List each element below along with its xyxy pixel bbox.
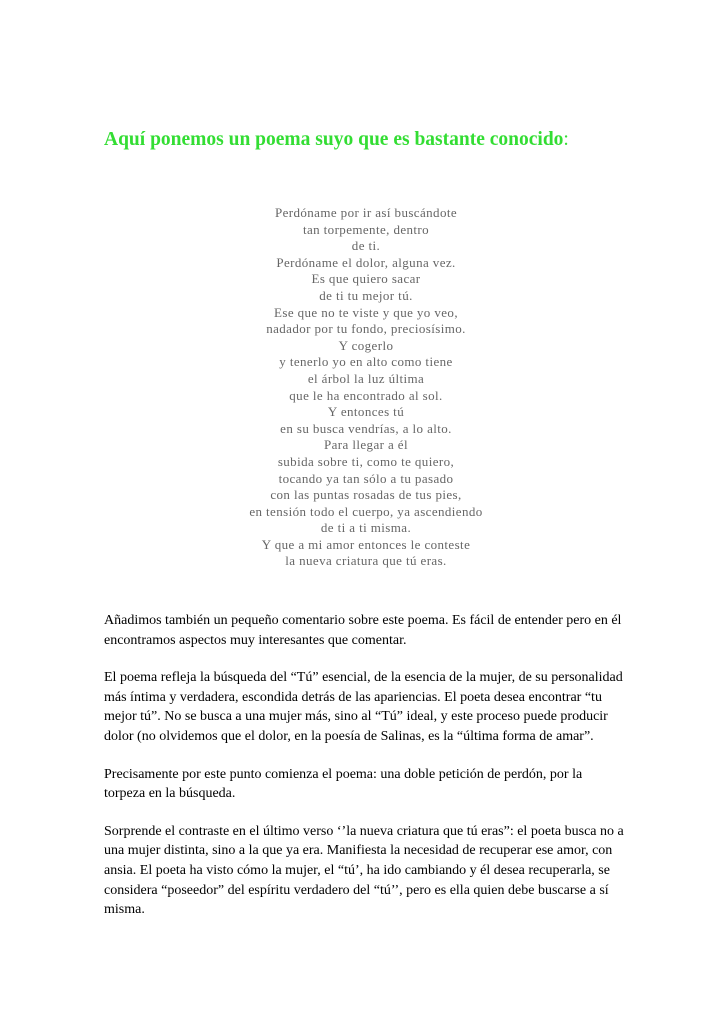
paragraph-intro: Añadimos también un pequeño comentario sobre este poema. Es fácil de entender pero en él encontramos aspectos muy interesantes que comentar. [104, 613, 622, 648]
poem-line: Ese que no te viste y que yo veo, [274, 304, 458, 320]
poem-line: en tensión todo el cuerpo, ya ascendiendo [249, 503, 483, 519]
paragraph-beginning: Precisamente por este punto comienza el poema: una doble petición de perdón, por la torpeza en la búsqueda. [104, 766, 583, 802]
poem-line: y tenerlo yo en alto como tiene [279, 354, 453, 370]
section-heading [104, 127, 624, 153]
poem-line: Para llegar a él [324, 437, 408, 453]
poem-block [164, 205, 568, 570]
poem-line: de ti tu mejor tú. [319, 287, 413, 303]
section-heading-text: Aquí ponemos un poema suyo que es bastante conocido [104, 129, 564, 150]
poem-line: de ti a ti misma. [320, 520, 412, 536]
poem-line: que le ha encontrado al sol. [289, 387, 443, 403]
paragraph-analysis: El poema refleja la búsqueda del “Tú” esencial, de la esencia de la mujer, de su personalidad más íntima y verdadera, escondida detrás de las apariencias. El poeta desea encontrar “tu mejor tú”. No se busca a una mujer más, sino al “Tú” ideal, y este proceso puede producir dolor (no olvidemos que el dolor, en la poesía de Salinas, es la “última forma de amar”. [104, 670, 623, 744]
poem-line: Y cogerlo [338, 337, 394, 353]
poem-line: de ti. [351, 238, 381, 254]
poem-line: Perdóname el dolor, alguna vez. [276, 254, 456, 270]
poem-line: Es que quiero sacar [311, 271, 421, 287]
poem-line: Perdóname por ir así buscándote [274, 205, 458, 220]
poem-line: con las puntas rosadas de tus pies, [270, 487, 462, 503]
poem-line: subida sobre ti, como te quiero, [277, 453, 455, 469]
section-heading-colon: : [563, 129, 569, 150]
poem-line: en su busca vendrías, a lo alto. [280, 420, 452, 436]
poem-line: tocando ya tan sólo a tu pasado [278, 470, 454, 486]
poem-line: tan torpemente, dentro [302, 221, 430, 237]
poem-line: el árbol la luz última [307, 370, 425, 386]
poem-line: nadador por tu fondo, preciosísimo. [266, 321, 466, 337]
poem-line: Y entonces tú [327, 404, 405, 420]
poem-line: Y que a mi amor entonces le conteste [261, 536, 471, 552]
poem-line: la nueva criatura que tú eras. [285, 553, 447, 569]
paragraph-contrast: Sorprende el contraste en el último verso ‘’la nueva criatura que tú eras”: el poeta busca no a una mujer distinta, sino a la que ya era. Manifiesta la necesidad de recuperar ese amor, con ansia. El poeta ha visto cómo la mujer, el “tú’, ha ido cambiando y él desea recuperarla, se considera “poseedor” del espíritu verdadero del “tú’’, pero es ella quien debe buscarse a sí misma. [104, 823, 624, 918]
commentary [104, 611, 626, 938]
